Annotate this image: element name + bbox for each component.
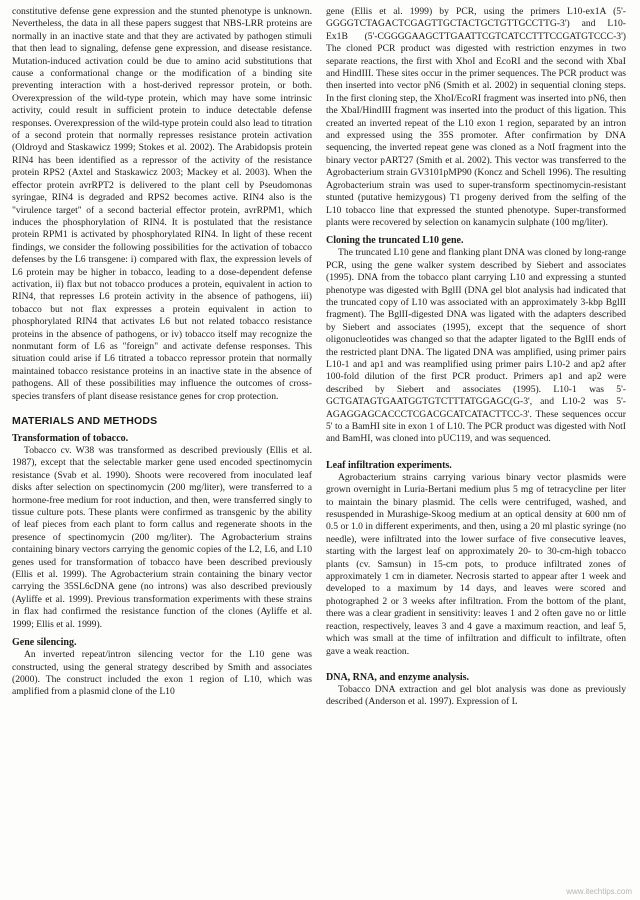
transformation-paragraph: Tobacco cv. W38 was transformed as described previously (Ellis et al. 1987), except that the selectable marker gene used encoded spectinomycin resistance (Svab et al. 1990). Shoots were recovered from inoculated leaf disks after selection on spectinomycin (200 mg/liter), were transferred to a hormone-free medium for root induction, and then, were transferred singly to tissue culture pots. These plants were confirmed as transgenic by the ability of leaf pieces from each plant to form callus and regenerate shoots in the presence of spectinomycin (200 mg/liter). The Agrobacterium strains containing binary vectors carrying the genomic copies of the L2, L6, and L10 genes used for transformation of tobacco have been described previously (Ellis et al. 1999). The Agrobacterium strain containing the binary vector carrying the 35SL6cDNA gene (no introns) was also described previously (Ayliffe et al. 1999). Previous transformation experiments with these strains in flax had confirmed the resistance function of the clones (Ayliffe et al. 1999; Ellis et al. 1999). xyxy=(12,445,312,630)
subheading-cloning: Cloning the truncated L10 gene. xyxy=(326,235,464,247)
subheading-gene-silencing: Gene silencing. xyxy=(12,637,77,649)
gene-silencing-paragraph: An inverted repeat/intron silencing vector for the L10 gene was constructed, using the general strategy described by Smith and associates (2000). The construct included the exon 1 region of L10, which was amplified from a plasmid clone of the L10 xyxy=(12,649,312,698)
subheading-transformation: Transformation of tobacco. xyxy=(12,433,129,444)
leaf-infiltration-paragraph: Agrobacterium strains carrying various binary vector plasmids were grown overnight in Luria-Bertani medium plus 5 mg of tetracycline per liter to maintain the binary plasmid. The cells were centrifuged, washed, and resuspended in Murashige-Skoog medium at an optical density at 600 nm of 0.5 or 1.0 in different experiments, and then, using a 20 ml plastic syringe (no needle), were infiltrated into the lower surface of five consecutive leaves, starting with the largest leaf on approximately 20- to 30-cm-high tobacco plants (cv. Samsun) in 15-cm pots, to produce infiltrated zones of approximately 1 cm in diameter. Necrosis started to appear after 1 week and developed to a maximum by 14 days, and leaves were scored and photographed 2 or 3 weeks after infiltration. From the bottom of the plant, there was a clear gradient in sensitivity: leaves 1 and 2 often gave no or little reaction, respectively, leaves 3 and 4 gave a maximum reaction, and leaf 5, which was small at the time of infiltration and difficult to infiltrate, often gave a weak reaction. xyxy=(326,471,626,657)
subheading-leaf-infiltration: Leaf infiltration experiments. xyxy=(326,459,452,471)
left-column xyxy=(12,6,312,900)
cloning-paragraph: The truncated L10 gene and flanking plant DNA was cloned by long-range PCR, using the gene walker system described by Siebert and associates (1995). DNA from the tobacco plant carrying L10 and expressing a stunted phenotype was digested with BglII (DNA gel blot analysis had indicated that the truncated copy of L10 was associated with an approximately 3-kbp BglII fragment). The BglII-digested DNA was ligated with the adapters described by Siebert and associates (1995), except that the sequence of short oligonucleotides was changed so that the adapter ligated to the BglII ends of the restricted plant DNA. The ligated DNA was amplified, using primer pairs L10-1 and ap1 and was reamplified using primer pairs L10-2 and ap2 after 100-fold dilution of the first PCR product. Primers ap1 and ap2 were described by Siebert and associates (1995). L10-1 was 5'-GCTGATAGTGAATGGTGTCTTTATGGAGC(G-3', and L10-2 was 5'-AGAGGAGCACCCTCGACGCATCATACTTCC-3'. These sequences occur 5' to a BamHI site in exon 1 of L10. The PCR product was digested with NotI and BamHI, was cloned into pUC119, and was sequenced. xyxy=(326,247,626,445)
dna-rna-paragraph: Tobacco DNA extraction and gel blot analysis was done as previously described (Anderson et al. 1997). Expression of L xyxy=(326,683,626,708)
gene-silencing-continued-paragraph: gene (Ellis et al. 1999) by PCR, using the primers L10-ex1A (5'-GGGGTCTAGACTCGAGTTGCTACTGCTGTTGCCTTG-3') and L10-Ex1B (5'-CGGGGAAGCTTGAATTCGTCATCCTTTCCGATGTCCC-3') The cloned PCR product was digested with restriction enzymes in two separate reactions, the first with XhoI and EcoRI and the second with XbaI and HindIII. These sites occur in the primer sequences. The PCR product was then inserted into vector pN6 (Smith et al. 2002) in sequential cloning steps. In the first cloning step, the XhoI/EcoRI fragment was inserted into pN6, then the XbaI/HindIII fragment was inserted into the product of this ligation. This created an inverted repeat of the L10 exon 1 region, separated by an intron and expressed using the 35S promoter. After confirmation by DNA sequencing, the inverted repeat gene was cloned as a NotI fragment into the binary vector pART27 (Smith et al. 2002). This vector was transferred to the Agrobacterium strain GV3101pMP90 (Koncz and Schell 1996). The resulting Agrobacterium strain was used to super-transform spectinomycin-resistant stunted (putative hemizygous) T1 progeny derived from the selfing of the L10 tobacco line that expressed the stunted phenotype. Super-transformed plants were recovered by selection on kanamycin sulphate (100 mg/liter). xyxy=(326,6,626,228)
watermark: www.itechtips.com xyxy=(566,887,632,896)
right-column xyxy=(326,6,626,900)
subheading-dna-rna: DNA, RNA, and enzyme analysis. xyxy=(326,671,470,683)
section-heading-materials-methods: MATERIALS AND METHODS xyxy=(12,415,158,427)
intro-paragraph: constitutive defense gene expression and the stunted phenotype is unknown. Nevertheless, the data in all these papers suggest that NBS-LRR proteins are normally in an inactive state and that they are activated by pathogen stimuli that then lead to signaling, defense gene expression, and disease resistance. Mutation-induced activation could be due to amino acid substitutions that cause a conformational change or the modification of a binding site preventing interaction with a host-derived repressor protein, or both. Overexpression of the wild-type protein, which may have some intrinsic activity, could result in sufficient protein to induce detectable defense responses. Overexpression of the wild-type protein could also lead to titration of a second protein that normally represses resistance protein activation (Oldroyd and Staskawicz 1999; Stokes et al. 2002). The Arabidopsis protein RIN4 has been identified as a repressor of the activity of the resistance protein RPS2 (Axtel and Staskawicz 2003; Mackey et al. 2003). When the effector protein avrRPT2 is delivered to the plant cell by Pseudomonas syringae, RIN4 is degraded and RPS2 becomes active. RIN4 also is the "virulence target" of a second bacterial effector protein, avrRPM1, which induces the phosphorylation of RIN4. It is postulated that the resistance protein RPM1 is activated by phosphorylated RIN4. In light of these recent findings, we consider the following possibilities for the activation of tobacco defenses by the L6 transgene: i) compared with flax, the expression levels of L6 protein may be higher in tobacco, leading to a dose-dependent defense activation, ii) flax but not tobacco produces a protein, equivalent in action to RIN4, that represses L6 protein activity in the absence of pathogens, iii) tobacco but not flax expresses a protein equivalent in action to phosphorylated RIN4 that activates L6 but not related tobacco resistance proteins in the absence of pathogens, or iv) tobacco itself may recognize the nonmutant form of L6 as "foreign" and activate defense responses. This situation could arise if L6 titrated a tobacco repressor protein that normally maintained tobacco resistance proteins in an inactive state in the absence of pathogens. All of these possibilities may influence the outcomes of cross-species transfers of plant disease resistance genes for crop protection. xyxy=(12,6,312,402)
